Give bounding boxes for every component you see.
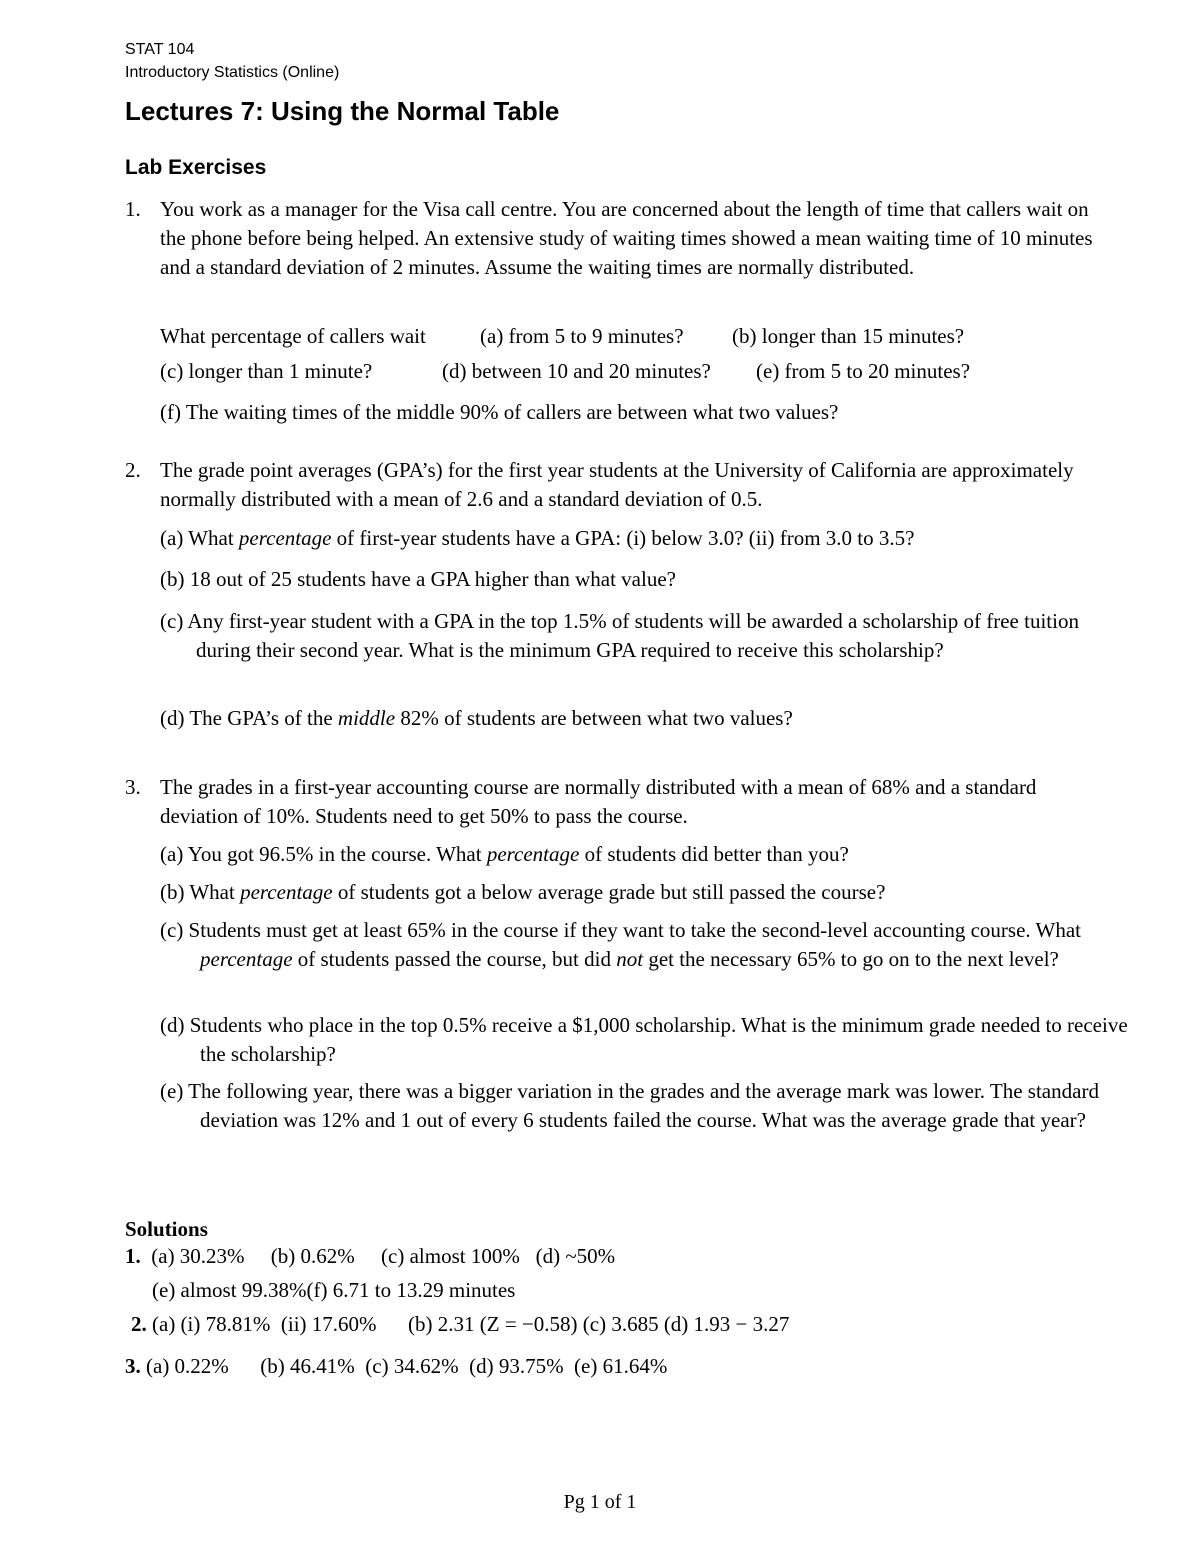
page-title: Lectures 7: Using the Normal Table — [125, 96, 560, 126]
page-number: Pg 1 of 1 — [563, 1491, 637, 1513]
q1-part-b: (b) longer than 15 minutes? — [732, 324, 965, 348]
q1-part-f: (f) The waiting times of the middle 90% of callers are between what two values? — [160, 400, 839, 424]
q3-number: 3. — [125, 775, 141, 799]
q1-part-e: (e) from 5 to 20 minutes? — [756, 359, 971, 383]
q2-part-c: (c) Any first-year student with a GPA in the top 1.5% of students will be awarded a scholarship of free tuition during their second year. What is the minimum GPA required to receive this scholarship? — [160, 609, 1079, 662]
q3-part-e: (e) The following year, there was a bigger variation in the grades and the average mark was lower. The standard deviation was 12% and 1 out of every 6 students failed the course. What was the average grade that year? — [160, 1079, 1099, 1132]
q3-part-c: (c) Students must get at least 65% in the course if they want to take the second-level accounting course. What percentage of students passed the course, but did not get the necessary 65% to go on to the next level? — [160, 918, 1081, 971]
q2-number: 2. — [125, 458, 141, 482]
solution-2: 2. (a) (i) 78.81% (ii) 17.60% (b) 2.31 (Z = −0.58) (c) 3.685 (d) 1.93 − 3.27 — [131, 1312, 790, 1336]
q1-parts-row1 — [160, 322, 1100, 351]
q1-number: 1. — [125, 197, 141, 221]
q3-part-b: (b) What percentage of students got a below average grade but still passed the course? — [160, 880, 886, 904]
course-name: Introductory Statistics (Online) — [125, 64, 340, 81]
solution-1-line1: 1. (a) 30.23% (b) 0.62% (c) almost 100% (d) ~50% — [125, 1244, 616, 1268]
q1-part-a: (a) from 5 to 9 minutes? — [480, 324, 684, 348]
q2-part-b: (b) 18 out of 25 students have a GPA higher than what value? — [160, 567, 676, 591]
solution-3: 3. (a) 0.22% (b) 46.41% (c) 34.62% (d) 93.75% (e) 61.64% — [125, 1354, 668, 1378]
q3-part-a: (a) You got 96.5% in the course. What percentage of students did better than you? — [160, 842, 849, 866]
q1-part-c: (c) longer than 1 minute? — [160, 359, 373, 383]
solution-1-line2: (e) almost 99.38%(f) 6.71 to 13.29 minutes — [152, 1278, 516, 1302]
course-code: STAT 104 — [125, 41, 195, 58]
solutions-title: Solutions — [125, 1217, 208, 1241]
q2-part-d: (d) The GPA’s of the middle 82% of students are between what two values? — [160, 706, 793, 730]
q2-part-a: (a) What percentage of first-year students have a GPA: (i) below 3.0? (ii) from 3.0 to 3.5? — [160, 526, 915, 550]
q2-text: The grade point averages (GPA’s) for the first year students at the University of California are approximately normally distributed with a mean of 2.6 and a standard deviation of 0.5. — [160, 458, 1074, 511]
q1-parts-row2 — [160, 357, 1100, 386]
q1-text: You work as a manager for the Visa call centre. You are concerned about the length of time that callers wait on the phone before being helped. An extensive study of waiting times showed a mean waiting time of 10 minutes and a standard deviation of 2 minutes. Assume the waiting times are normally distributed. — [160, 197, 1093, 279]
q3-part-d: (d) Students who place in the top 0.5% receive a $1,000 scholarship. What is the minimum grade needed to receive the scholarship? — [160, 1013, 1128, 1066]
q3-text: The grades in a first-year accounting course are normally distributed with a mean of 68% and a standard deviation of 10%. Students need to get 50% to pass the course. — [160, 775, 1037, 828]
q1-part-d: (d) between 10 and 20 minutes? — [442, 359, 711, 383]
section-title: Lab Exercises — [125, 156, 267, 179]
q1-lead: What percentage of callers wait — [160, 324, 426, 348]
